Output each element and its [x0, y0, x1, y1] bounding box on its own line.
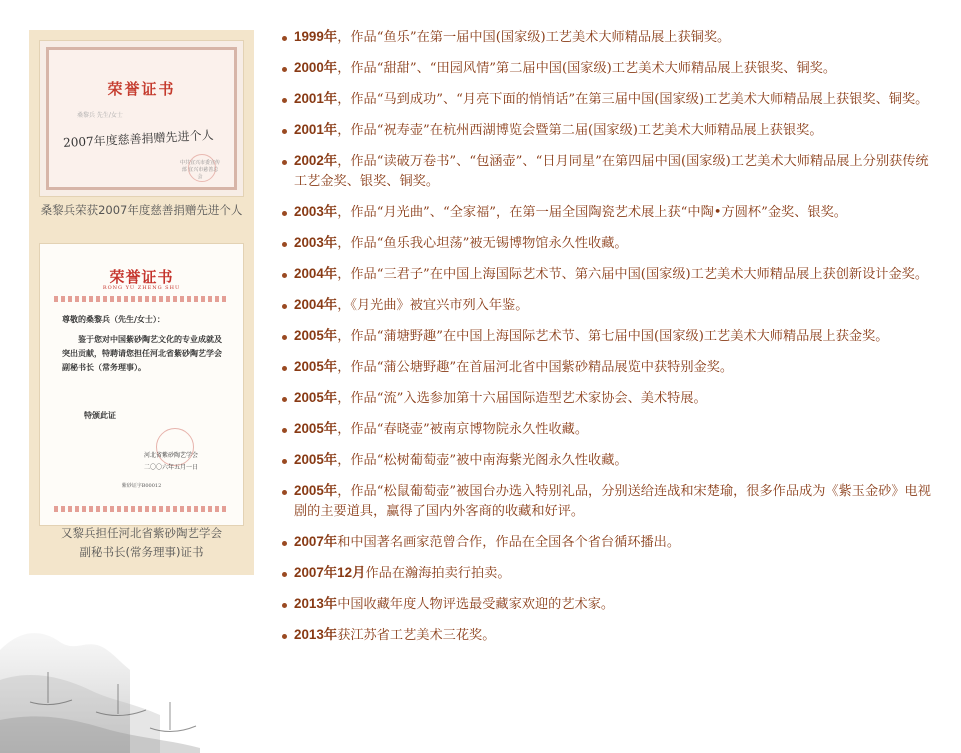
certificate-frame: [46, 47, 237, 190]
list-item: [282, 295, 934, 316]
list-item: [282, 264, 934, 285]
achievement-text: ，作品“甜甜”、“田园风情”第二届中国(国家级)工艺美术大师精品展上获银奖、铜奖。: [337, 61, 837, 76]
bullet-icon: [282, 129, 287, 134]
achievement-year: 2000年: [294, 60, 338, 75]
achievement-text: ，作品“蒲公塘野趣”在首届河北省中国紫砂精品展览中获特别金奖。: [337, 360, 734, 375]
achievement-text: ，作品“马到成功”、“月亮下面的悄悄话”在第三届中国(国家级)工艺美术大师精品展上获银奖、铜奖。: [337, 92, 929, 107]
certificate-date: 二〇〇六年五月一日: [144, 464, 199, 471]
bullet-icon: [282, 160, 287, 165]
achievement-text: ，作品“流”入选参加第十六届国际造型艺术家协会、美术特展。: [337, 391, 707, 406]
list-item: [282, 58, 934, 79]
list-item: [282, 419, 934, 440]
achievement-text: ，作品“蒲塘野趣”在中国上海国际艺术节、第七届中国(国家级)工艺美术大师精品展上获金奖。: [337, 329, 889, 344]
list-item: [282, 233, 934, 254]
list-item: [282, 151, 934, 192]
list-item: [282, 594, 934, 615]
achievement-year: 2005年: [294, 359, 338, 374]
list-item: [282, 450, 934, 471]
achievement-year: 2005年: [294, 390, 338, 405]
achievement-year: 2005年: [294, 452, 338, 467]
bullet-icon: [282, 634, 287, 639]
achievement-text: ，作品“月光曲”、“全家福”，在第一届全国陶瓷艺术展上获“中陶•方圆杯”金奖、银奖。: [337, 205, 847, 220]
certificate-issuer: 中共宜兴市委宣传部 宜兴市慈善总会: [180, 160, 221, 180]
achievement-text: ，作品“春晓壶”被南京博物院永久性收藏。: [337, 422, 589, 437]
list-item: [282, 120, 934, 141]
list-item: [282, 481, 934, 522]
bullet-icon: [282, 98, 287, 103]
certificate-recipient: 桑黎兵 先生/女士: [77, 112, 123, 119]
achievement-year: 2001年: [294, 122, 338, 137]
achievement-year: 2013年: [294, 627, 338, 642]
achievements-list: [282, 27, 934, 656]
bullet-icon: [282, 36, 287, 41]
achievement-year: 2001年: [294, 91, 338, 106]
certificate-body: 鉴于您对中国紫砂陶艺文化的专业成就及突出贡献，特聘请您担任河北省紫砂陶艺学会副秘书长（常务理事）。: [62, 334, 222, 372]
list-item: [282, 326, 934, 347]
certificate-number: 紫砂证字B00012: [121, 483, 162, 489]
bullet-icon: [282, 211, 287, 216]
achievement-text: 和中国著名画家范曾合作，作品在全国各个省台循环播出。: [337, 535, 681, 550]
achievement-text: ，作品“松树葡萄壶”被中南海紫光阁永久性收藏。: [337, 453, 628, 468]
list-item: [282, 357, 934, 378]
achievement-year: 2007年: [294, 534, 338, 549]
bullet-icon: [282, 366, 287, 371]
achievement-year: 2005年: [294, 483, 338, 498]
certificate-panel: [29, 30, 254, 575]
certificate-title: 荣誉证书: [109, 268, 174, 286]
bullet-icon: [282, 304, 287, 309]
certificate-border-top: [54, 296, 229, 302]
bullet-icon: [282, 572, 287, 577]
bullet-icon: [282, 541, 287, 546]
achievement-year: 2013年: [294, 596, 338, 611]
list-item: [282, 202, 934, 223]
achievement-text: 获江苏省工艺美术三花奖。: [337, 628, 496, 643]
bullet-icon: [282, 273, 287, 278]
bullet-icon: [282, 242, 287, 247]
bullet-icon: [282, 428, 287, 433]
achievement-year: 2005年: [294, 421, 338, 436]
achievement-year: 2007年12月: [294, 565, 366, 580]
list-item: [282, 563, 934, 584]
achievement-text: ，作品“鱼乐”在第一届中国(国家级)工艺美术大师精品展上获铜奖。: [337, 30, 731, 45]
list-item: [282, 27, 934, 48]
achievement-text: ，作品“读破万卷书”、“包涵壶”、“日月同星”在第四届中国(国家级)工艺美术大师精品展上分别获传统工艺金奖、银奖、铜奖。: [294, 154, 929, 189]
achievement-year: 2005年: [294, 328, 338, 343]
bullet-icon: [282, 335, 287, 340]
bullet-icon: [282, 397, 287, 402]
list-item: [282, 625, 934, 646]
achievement-year: 2003年: [294, 235, 338, 250]
certificate-border-bottom: [54, 506, 229, 512]
achievement-text: ，作品“三君子”在中国上海国际艺术节、第六届中国(国家级)工艺美术大师精品展上获创新设计金奖。: [337, 267, 929, 282]
achievement-text: 作品在瀚海拍卖行拍卖。: [365, 566, 511, 581]
certificate-pinyin: RONG YU ZHENG SHU: [102, 285, 181, 291]
achievement-text: ，作品“鱼乐我心坦荡”被无锡博物馆永久性收藏。: [337, 236, 628, 251]
list-item: [282, 532, 934, 553]
certificate-greeting: 尊敬的桑黎兵（先生/女士）：: [62, 314, 165, 324]
certificate-image-association: [39, 243, 244, 526]
certificate-special: 特颁此证: [84, 410, 116, 420]
ink-landscape-decoration: [0, 590, 290, 753]
bullet-icon: [282, 459, 287, 464]
achievement-text: ，作品“祝寿壶”在杭州西湖博览会暨第二届(国家级)工艺美术大师精品展上获银奖。: [337, 123, 823, 138]
seal-stamp-icon: [156, 428, 194, 466]
certificate-title: 荣誉证书: [107, 80, 176, 98]
achievement-text: 中国收藏年度人物评选最受藏家欢迎的艺术家。: [337, 597, 615, 612]
achievement-year: 2004年: [294, 297, 338, 312]
bullet-icon: [282, 603, 287, 608]
caption-line: 又黎兵担任河北省紫砂陶艺学会: [61, 526, 222, 540]
certificate-organization: 河北省紫砂陶艺学会: [144, 452, 199, 459]
achievement-year: 2003年: [294, 204, 338, 219]
achievement-year: 2002年: [294, 153, 338, 168]
certificate-caption-association: [29, 524, 254, 562]
achievement-year: 1999年: [294, 29, 338, 44]
list-item: [282, 89, 934, 110]
achievement-year: 2004年: [294, 266, 338, 281]
certificate-honor: 2007年度慈善捐赠先进个人: [62, 128, 214, 150]
certificate-image-charity: [39, 40, 244, 197]
certificate-caption-charity: 桑黎兵荣获2007年度慈善捐赠先进个人: [40, 203, 243, 217]
list-item: [282, 388, 934, 409]
bullet-icon: [282, 67, 287, 72]
achievement-text: ，作品“松鼠葡萄壶”被国台办选入特别礼品，分别送给连战和宋楚瑜，很多作品成为《紫玉金砂》电视剧的主要道具，赢得了国内外客商的收藏和好评。: [294, 484, 931, 519]
caption-line: 副秘书长(常务理事)证书: [79, 545, 204, 559]
bullet-icon: [282, 490, 287, 495]
achievement-text: ，《月光曲》被宜兴市列入年鉴。: [337, 298, 529, 313]
